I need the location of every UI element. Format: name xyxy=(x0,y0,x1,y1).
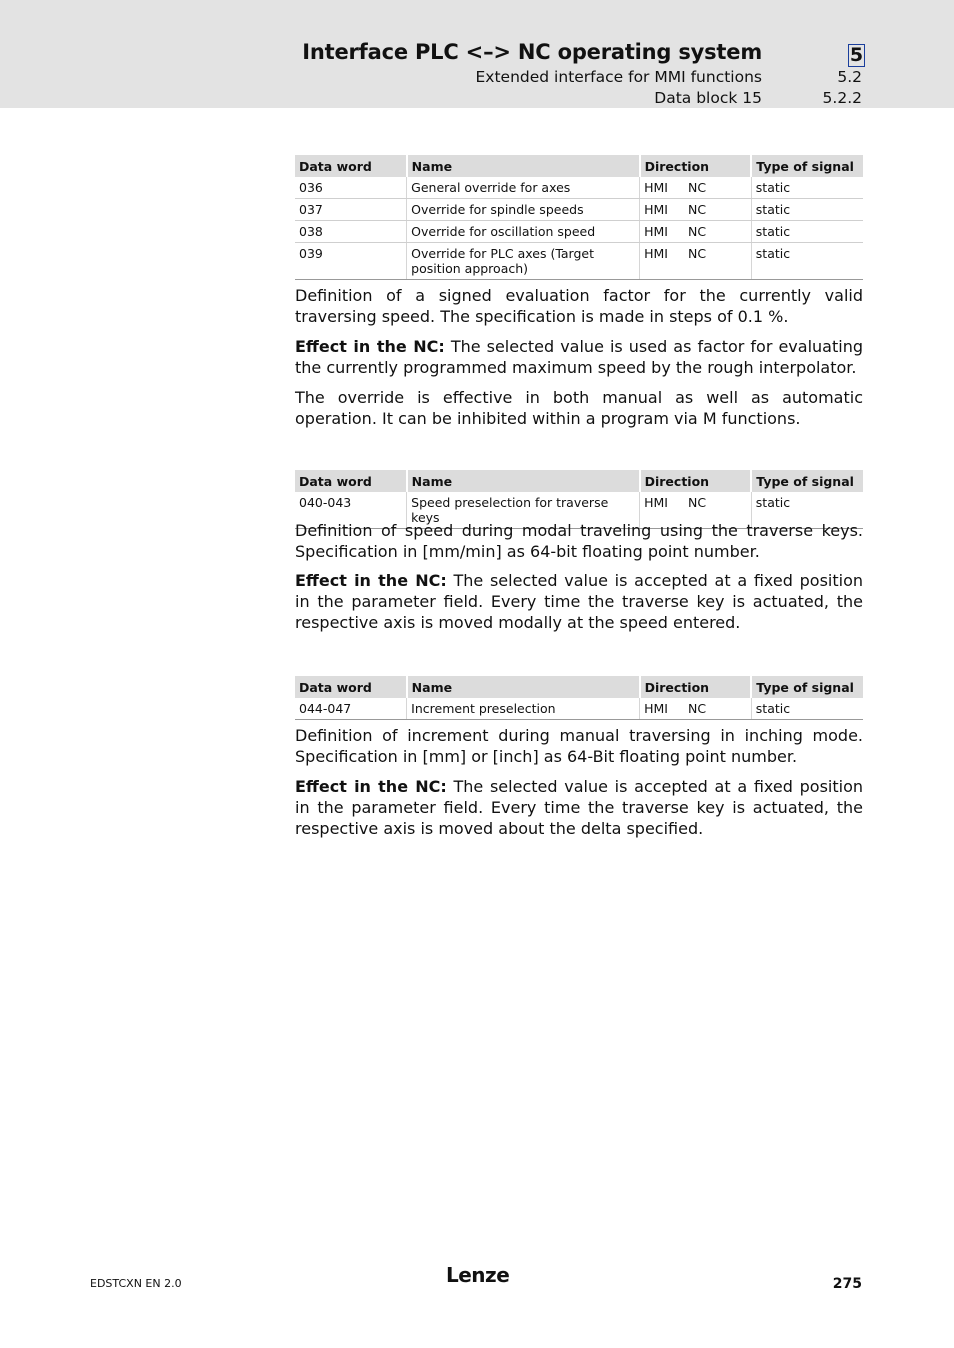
cell-direction xyxy=(640,243,752,280)
effect-text: The selected value is used as factor for evaluating the currently programmed maximum speed by the rough interpolator. xyxy=(295,337,863,377)
cell-word: 037 xyxy=(295,199,407,221)
lenze-logo: Lenze xyxy=(446,1263,510,1287)
cell-type: static xyxy=(751,199,863,221)
table1-block xyxy=(295,155,863,280)
col-header-type: Type of signal xyxy=(751,155,863,177)
effect-label: Effect in the NC: xyxy=(295,571,447,590)
col-header-direction: Direction xyxy=(640,155,752,177)
cell-type: static xyxy=(751,698,863,720)
effect-label: Effect in the NC: xyxy=(295,337,445,356)
dir-to: NC xyxy=(687,701,707,716)
col-header-direction: Direction xyxy=(640,470,752,492)
section3-text xyxy=(295,725,863,839)
effect-text: The selected value is accepted at a fixed position in the parameter field. Every time the traverse key is actuated, the respective axis is moved about the delta specified. xyxy=(295,777,863,838)
section1-text xyxy=(295,285,863,429)
cell-direction xyxy=(640,221,752,243)
page-number: 275 xyxy=(832,1276,862,1292)
dir-from: HMI xyxy=(644,202,668,217)
col-header-type: Type of signal xyxy=(751,676,863,698)
cell-direction xyxy=(640,199,752,221)
cell-name: Override for PLC axes (Target position approach) xyxy=(407,243,640,280)
section-number: 5.2 xyxy=(837,68,862,86)
subsection-number: 5.2.2 xyxy=(822,89,862,107)
cell-word: 044-047 xyxy=(295,698,407,720)
cell-type: static xyxy=(751,243,863,280)
cell-name: General override for axes xyxy=(407,177,640,199)
col-header-direction: Direction xyxy=(640,676,752,698)
table-row xyxy=(295,221,863,243)
dir-to: NC xyxy=(687,495,707,510)
section2-text xyxy=(295,520,863,633)
col-header-type: Type of signal xyxy=(751,470,863,492)
dir-from: HMI xyxy=(644,495,668,510)
paragraph: The override is effective in both manual as well as automatic operation. It can be inhibited within a program via M functions. xyxy=(295,388,863,428)
col-header-data-word: Data word xyxy=(295,470,407,492)
cell-name: Speed preselection for traverse keys xyxy=(407,492,640,529)
dir-to: NC xyxy=(687,224,707,239)
cell-direction xyxy=(640,177,752,199)
section-title: Extended interface for MMI functions xyxy=(475,68,762,86)
dir-from: HMI xyxy=(644,701,668,716)
col-header-data-word: Data word xyxy=(295,155,407,177)
data-word-table-3 xyxy=(295,676,863,720)
cell-word: 039 xyxy=(295,243,407,280)
document-id: EDSTCXN EN 2.0 xyxy=(90,1277,182,1290)
cell-type: static xyxy=(751,221,863,243)
dir-to: NC xyxy=(687,180,707,195)
table-row xyxy=(295,243,863,280)
table-row xyxy=(295,199,863,221)
chapter-number-link[interactable]: 5 xyxy=(849,44,864,66)
paragraph xyxy=(295,776,863,839)
cell-type: static xyxy=(751,177,863,199)
dir-from: HMI xyxy=(644,180,668,195)
effect-text: The selected value is accepted at a fixed position in the parameter field. Every time the traverse key is actuated, the respective axis is moved modally at the speed entered. xyxy=(295,571,863,632)
cell-name: Override for spindle speeds xyxy=(407,199,640,221)
cell-name: Increment preselection xyxy=(407,698,640,720)
cell-type: static xyxy=(751,492,863,529)
col-header-data-word: Data word xyxy=(295,676,407,698)
cell-word: 038 xyxy=(295,221,407,243)
paragraph xyxy=(295,570,863,633)
subsection-title: Data block 15 xyxy=(654,89,762,107)
paragraph: Definition of a signed evaluation factor for the currently valid traversing speed. The specification is made in steps of 0.1 %. xyxy=(295,286,863,326)
dir-from: HMI xyxy=(644,246,668,261)
page-header xyxy=(0,0,954,108)
page-title: Interface PLC <–> NC operating system xyxy=(302,40,762,64)
cell-word: 040-043 xyxy=(295,492,407,529)
col-header-name: Name xyxy=(407,470,640,492)
col-header-name: Name xyxy=(407,155,640,177)
table-row xyxy=(295,698,863,720)
cell-direction xyxy=(640,698,752,720)
paragraph xyxy=(295,336,863,378)
paragraph: Definition of increment during manual traversing in inching mode. Specification in [mm] or [inch] as 64-Bit floating point number. xyxy=(295,726,863,766)
col-header-name: Name xyxy=(407,676,640,698)
table-row xyxy=(295,177,863,199)
table3-block xyxy=(295,676,863,720)
cell-word: 036 xyxy=(295,177,407,199)
dir-to: NC xyxy=(687,246,707,261)
data-word-table-1 xyxy=(295,155,863,280)
cell-name: Override for oscillation speed xyxy=(407,221,640,243)
effect-label: Effect in the NC: xyxy=(295,777,447,796)
paragraph: Definition of speed during modal traveling using the traverse keys. Specification in [mm/min] as 64-bit floating point number. xyxy=(295,521,863,561)
dir-to: NC xyxy=(687,202,707,217)
dir-from: HMI xyxy=(644,224,668,239)
